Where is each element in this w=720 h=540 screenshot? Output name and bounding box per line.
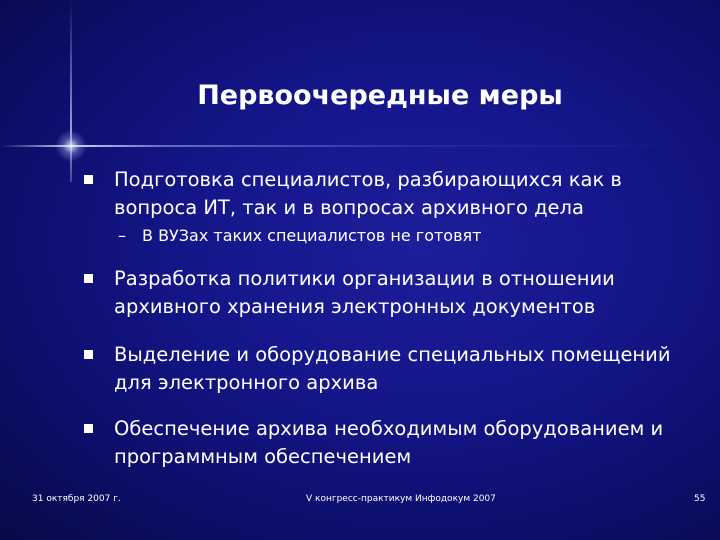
dash-bullet-icon: –	[118, 226, 126, 245]
square-bullet-icon	[84, 350, 93, 359]
footer-event: V конгресс-практикум Инфодокум 2007	[306, 494, 496, 504]
footer-date: 31 октября 2007 г.	[32, 494, 121, 504]
bullet-text: Подготовка специалистов, разбирающихся как в вопроса ИТ, так и в вопросах архивного дела	[114, 168, 622, 219]
square-bullet-icon	[84, 274, 93, 283]
bullet-text: Разработка политики организации в отношении архивного хранения электронных документов	[114, 267, 615, 318]
bullet-item-1	[84, 166, 684, 222]
lens-flare-glow	[55, 130, 87, 162]
sub-bullet-item	[118, 226, 481, 245]
lens-flare-horizontal	[0, 145, 720, 147]
bullet-text: Выделение и оборудование специальных помещений для электронного архива	[114, 343, 671, 394]
bullet-item-4	[84, 415, 684, 471]
sub-bullet-text: В ВУЗах таких специалистов не готовят	[142, 226, 482, 245]
bullet-item-3	[84, 341, 684, 397]
slide-title: Первоочередные меры	[197, 80, 563, 111]
bullet-item-2	[84, 265, 684, 321]
footer-page-number: 55	[694, 494, 706, 504]
bullet-text: Обеспечение архива необходимым оборудованием и программным обеспечением	[114, 417, 664, 468]
square-bullet-icon	[84, 175, 93, 184]
square-bullet-icon	[84, 424, 93, 433]
